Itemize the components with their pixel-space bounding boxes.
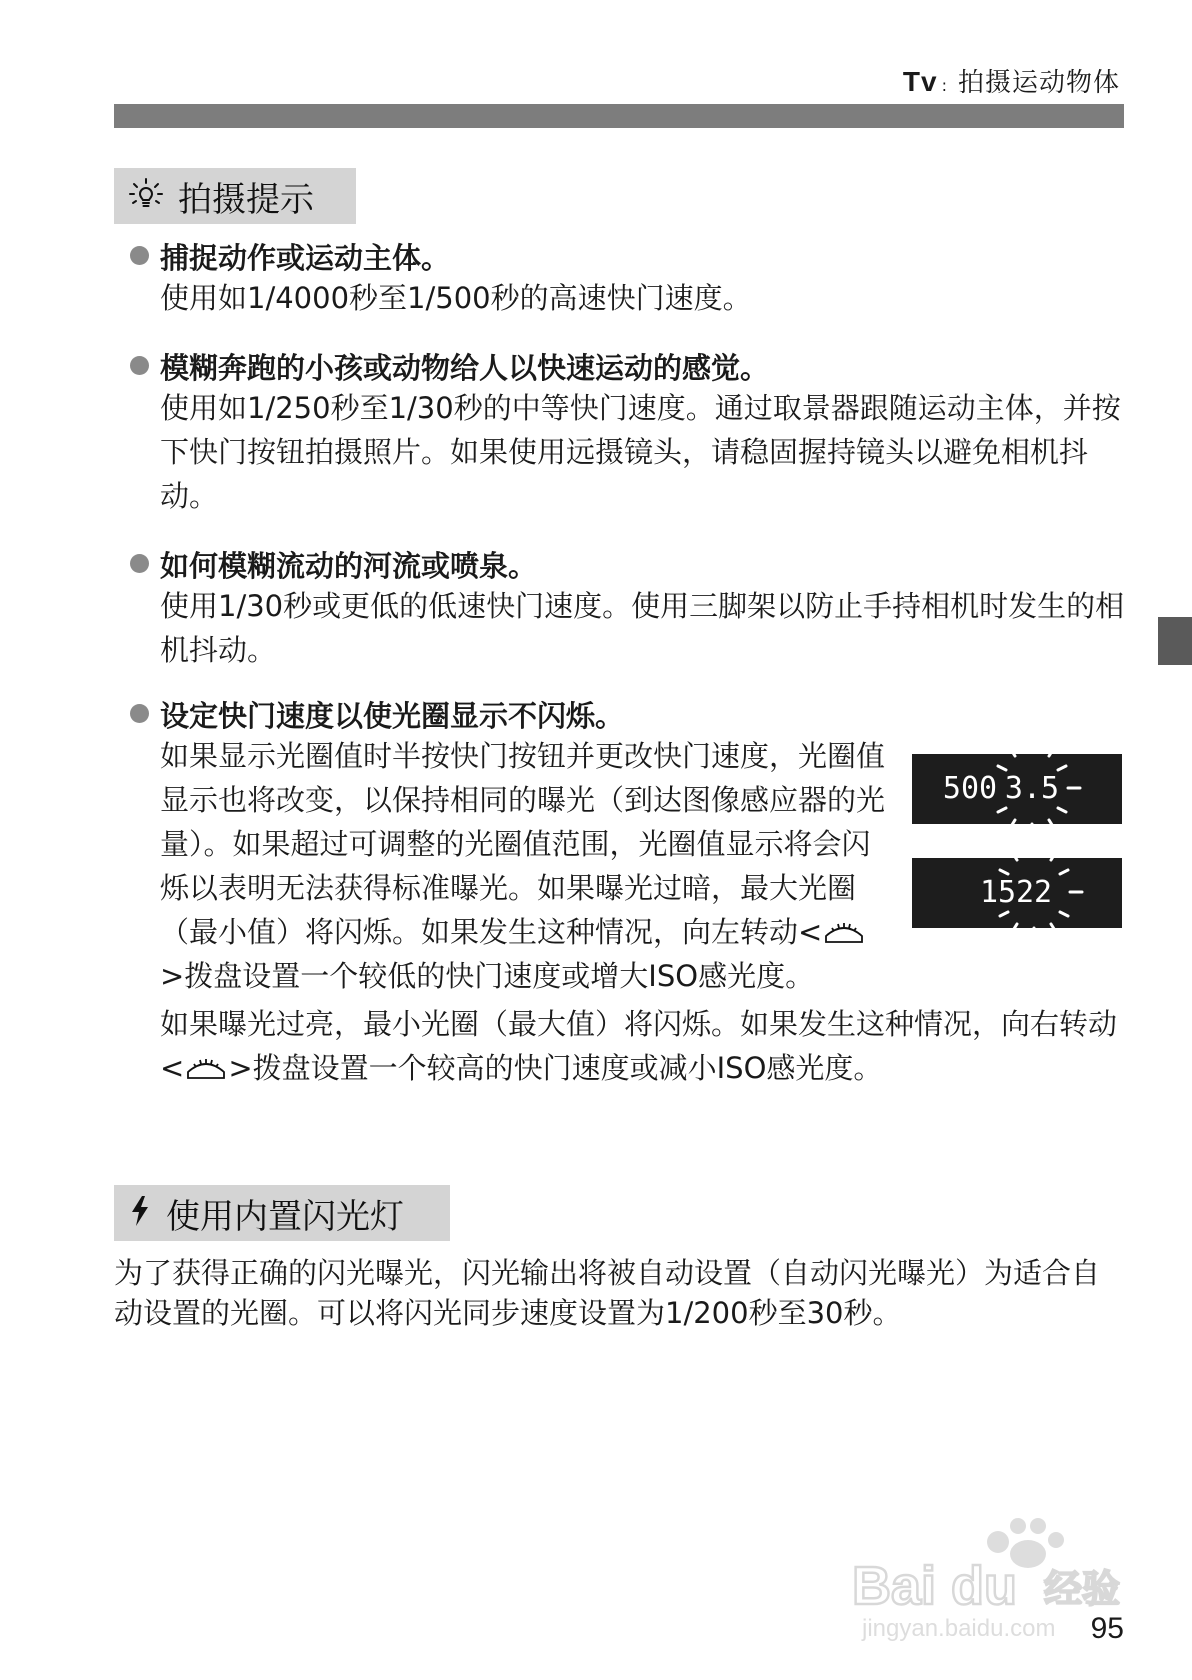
tip-title: 如何模糊流动的河流或喷泉。 [160, 549, 538, 583]
svg-text:jingyan.baidu.com: jingyan.baidu.com [862, 1615, 1056, 1642]
flash-section-heading [114, 1185, 450, 1241]
lightbulb-icon [128, 176, 164, 216]
flash-icon [128, 1194, 152, 1232]
lcd-readout [912, 738, 1122, 840]
bullet-icon [130, 356, 149, 375]
flash-section-body: 为了获得正确的闪光曝光，闪光输出将被自动设置（自动闪光曝光）为适合自动设置的光圈。可以将闪光同步速度设置为1/200秒至30秒。 [114, 1256, 1101, 1330]
lcd-shutter-value: 500 [942, 771, 998, 806]
header-separator: : [941, 76, 948, 95]
lcd-display [912, 754, 1122, 824]
tip-body-text: 如果曝光过亮，最小光圈（最大值）将闪烁。如果发生这种情况，向右转动< [160, 1007, 1118, 1085]
tip-title: 模糊奔跑的小孩或动物给人以快速运动的感觉。 [160, 351, 770, 385]
tip-title: 捕捉动作或运动主体。 [160, 241, 451, 275]
tips-section-heading [114, 168, 356, 224]
tip-item [130, 346, 1130, 526]
tips-section-title: 拍摄提示 [178, 179, 314, 220]
tip-title: 设定快门速度以使光圈显示不闪烁。 [160, 699, 625, 733]
tip-body: 使用如1/250秒至1/30秒的中等快门速度。通过取景器跟随运动主体，并按下快门按钮拍摄照片。如果使用远摄镜头，请稳固握持镜头以避免相机抖动。 [160, 391, 1121, 513]
svg-text:经验: 经验 [1044, 1567, 1121, 1611]
chapter-side-tab [1158, 617, 1192, 665]
lcd-display [912, 858, 1122, 928]
main-dial-icon [822, 912, 866, 938]
lcd-aperture-value: 3.5 [1004, 771, 1060, 806]
chapter-title: 拍摄运动物体 [957, 68, 1120, 98]
svg-text:Bai du: Bai du [852, 1556, 1018, 1616]
flash-section-title: 使用内置闪光灯 [166, 1196, 404, 1237]
tip-item [130, 544, 1130, 667]
lcd-aperture-value: 22 [1015, 875, 1053, 910]
tip-body: 使用1/30秒或更低的低速快门速度。使用三脚架以防止手持相机时发生的相机抖动。 [160, 589, 1125, 667]
tip-body-text: >拨盘设置一个较高的快门速度或减小ISO感光度。 [228, 1051, 883, 1085]
shooting-mode-label: Tv [902, 66, 938, 97]
main-dial-icon [184, 1048, 228, 1074]
tip-body [160, 734, 890, 998]
header-bar [114, 104, 1124, 128]
page-header-title [903, 62, 1120, 99]
tip-body-text: 如果显示光圈值时半按快门按钮并更改快门速度，光圈值显示也将改变，以保持相同的曝光（到达图像感应器的光量）。如果超过可调整的光圈值范围，光圈值显示将会闪烁以表明无法获得标准曝光。如果曝光过暗，最大光圈（最小值）将闪烁。如果发生这种情况，向左转动< [160, 739, 886, 949]
lcd-shutter-value: 15 [979, 875, 1017, 910]
tip-body [160, 1002, 1130, 1090]
tip-item [130, 236, 1130, 316]
bullet-icon [130, 704, 149, 723]
lcd-readout [912, 842, 1122, 944]
bullet-icon [130, 554, 149, 573]
page-number: 95 [1090, 1612, 1124, 1645]
bullet-icon [130, 246, 149, 265]
tip-body-text: >拨盘设置一个较低的快门速度或增大ISO感光度。 [160, 959, 815, 993]
tip-body: 使用如1/4000秒至1/500秒的高速快门速度。 [160, 281, 752, 315]
